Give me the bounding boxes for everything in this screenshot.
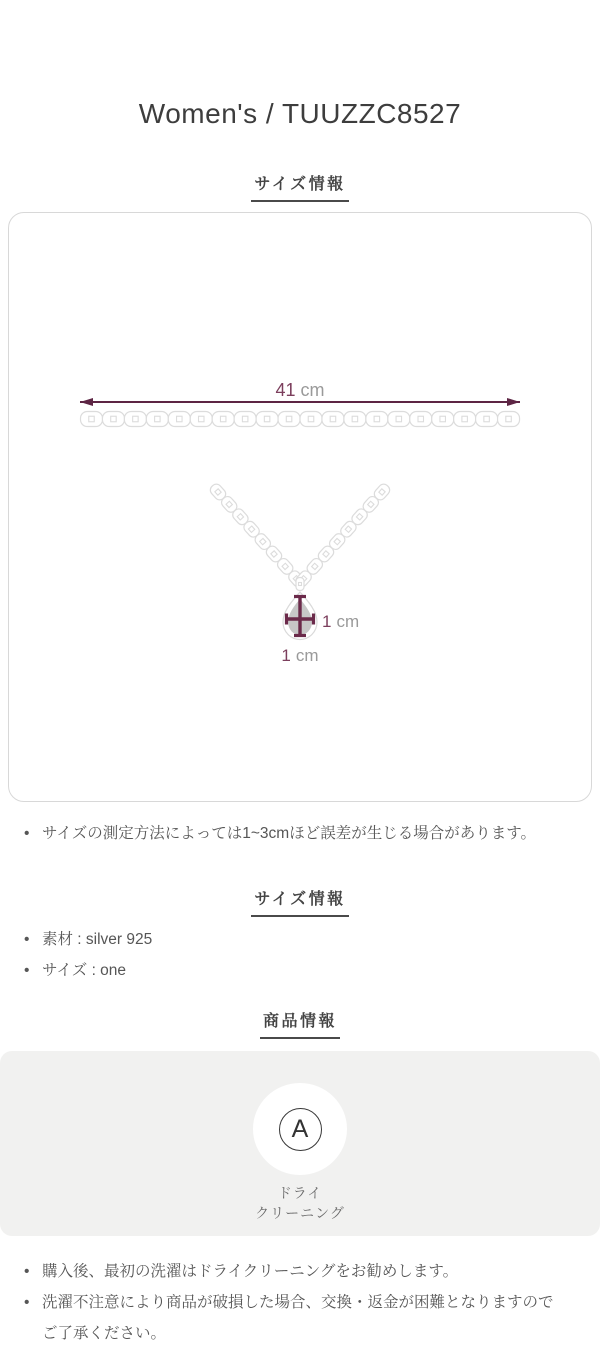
spec-list (0, 924, 600, 986)
size-diagram-heading-wrap (0, 176, 600, 202)
care-note-item: • 洗濯不注意により商品が破損した場合、交換・返金が困難となりますのでご了承ください。 (0, 1287, 560, 1349)
care-label (0, 1183, 600, 1223)
chain-length-value: 41 (275, 380, 296, 400)
product-heading-wrap (0, 1013, 600, 1039)
pendant-width-unit: cm (336, 612, 360, 631)
care-note-list (0, 1256, 600, 1349)
size-note-item: • サイズの測定方法によっては1~3cmほど誤差が生じる場合があります。 (0, 818, 560, 849)
dry-cleaning-icon (279, 1108, 322, 1151)
pendant-height-label (9, 647, 591, 665)
necklace-diagram (9, 213, 591, 801)
care-note-item: • 購入後、最初の洗濯はドライクリーニングをお勧めします。 (0, 1256, 560, 1287)
spec-heading: サイズ情報 (251, 892, 348, 917)
spec-heading-wrap (0, 891, 600, 917)
pendant-height-unit: cm (295, 646, 319, 665)
chain-length-unit: cm (300, 380, 325, 400)
pendant-width-label (322, 613, 359, 631)
chain-length-arrow (80, 398, 520, 406)
size-diagram-heading: サイズ情報 (251, 177, 348, 202)
care-instruction-box (0, 1051, 600, 1236)
size-diagram-box (8, 212, 592, 802)
chain-length-label (9, 381, 591, 399)
care-label-line1: ドライ (277, 1185, 323, 1201)
pendant-height-value: 1 (281, 646, 291, 665)
care-symbol-letter: A (291, 1114, 309, 1143)
size-note-list (0, 818, 600, 849)
product-heading: 商品情報 (260, 1014, 340, 1039)
spec-item-material: • 素材 : silver 925 (0, 924, 600, 955)
care-symbol-background (253, 1083, 347, 1175)
spec-item-size: • サイズ : one (0, 955, 600, 986)
care-label-line2: クリーニング (255, 1205, 345, 1221)
product-title: Women's / TUUZZC8527 (138, 98, 462, 129)
pendant-width-value: 1 (322, 612, 332, 631)
chain-illustration (81, 412, 520, 591)
